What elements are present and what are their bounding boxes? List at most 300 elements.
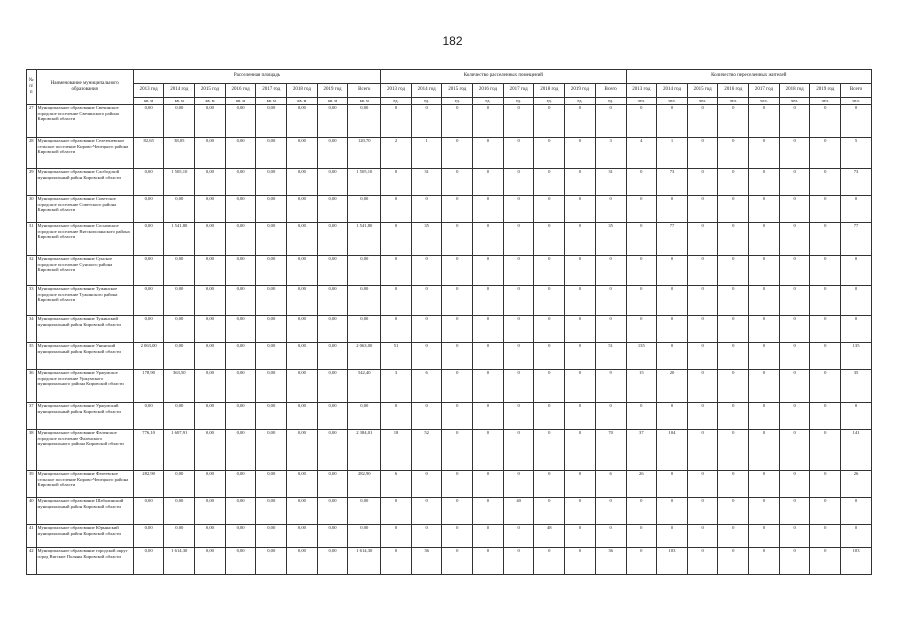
- people-value: 0: [779, 498, 810, 525]
- rooms-value: 0: [473, 196, 504, 223]
- area-value: 0,00: [133, 403, 164, 430]
- people-value: 0: [626, 196, 657, 223]
- table-row: [27, 223, 872, 256]
- rooms-value: 0: [442, 498, 473, 525]
- header-unit-area: кв. м: [195, 98, 226, 105]
- area-value: 0,00: [195, 138, 226, 169]
- rooms-value: 0: [381, 286, 412, 316]
- area-value: 1 614,30: [348, 548, 381, 575]
- header-year-rooms: 2016 год: [473, 84, 504, 98]
- rooms-value: 0: [442, 169, 473, 196]
- rooms-value: 0: [473, 138, 504, 169]
- people-value: 0: [687, 403, 718, 430]
- people-value: 0: [657, 105, 688, 138]
- people-value: 0: [687, 498, 718, 525]
- people-value: 0: [657, 256, 688, 286]
- area-value: 0,00: [256, 548, 287, 575]
- rooms-value: 0: [595, 316, 626, 343]
- table-row: [27, 256, 872, 286]
- area-value: 0,00: [348, 403, 381, 430]
- municipality-name: Муниципальное образование Юрьянский муниципальный район Кировской области: [36, 525, 133, 548]
- people-value: 0: [687, 223, 718, 256]
- header-year-rooms: 2019 год: [565, 84, 596, 98]
- area-value: 0,00: [195, 343, 226, 370]
- people-value: 0: [657, 196, 688, 223]
- table-row: [27, 196, 872, 223]
- header-year-area: 2018 год: [287, 84, 318, 98]
- rooms-value: 0: [503, 138, 534, 169]
- rooms-value: 0: [565, 256, 596, 286]
- table-row: [27, 105, 872, 138]
- header-unit-area: кв. м: [317, 98, 348, 105]
- rooms-value: 0: [411, 316, 442, 343]
- header-unit-people: чел.: [626, 98, 657, 105]
- people-value: 0: [841, 316, 872, 343]
- area-value: 0,00: [317, 403, 348, 430]
- area-value: 0,00: [317, 223, 348, 256]
- header-year-rooms: 2013 год: [381, 84, 412, 98]
- rooms-value: 0: [442, 370, 473, 403]
- area-value: 0,00: [287, 223, 318, 256]
- area-value: 0,00: [225, 105, 256, 138]
- rooms-value: 0: [503, 256, 534, 286]
- row-number: 40: [27, 498, 37, 525]
- rooms-value: 0: [565, 548, 596, 575]
- area-value: 2 384,01: [348, 430, 381, 471]
- rooms-value: 0: [411, 343, 442, 370]
- people-value: 0: [779, 471, 810, 498]
- area-value: 1 614,30: [164, 548, 195, 575]
- people-value: 0: [810, 286, 841, 316]
- area-value: 0,00: [164, 256, 195, 286]
- row-number: 41: [27, 525, 37, 548]
- rooms-value: 0: [595, 498, 626, 525]
- area-value: 0,00: [317, 138, 348, 169]
- rooms-value: 0: [565, 525, 596, 548]
- people-value: 0: [626, 223, 657, 256]
- area-value: 0,00: [256, 343, 287, 370]
- header-year-area: 2016 год: [225, 84, 256, 98]
- area-value: 282,90: [133, 471, 164, 498]
- rooms-value: 35: [595, 223, 626, 256]
- table-row: [27, 370, 872, 403]
- row-number: 37: [27, 403, 37, 430]
- area-value: 0,00: [133, 316, 164, 343]
- area-value: 0,00: [348, 196, 381, 223]
- area-value: 0,00: [225, 548, 256, 575]
- people-value: 135: [841, 343, 872, 370]
- header-year-area: 2013 год: [133, 84, 164, 98]
- area-value: 0,00: [133, 498, 164, 525]
- people-value: 0: [810, 471, 841, 498]
- rooms-value: 0: [534, 105, 565, 138]
- header-unit-rooms: ед.: [595, 98, 626, 105]
- area-value: 0,00: [287, 403, 318, 430]
- area-value: 0,00: [256, 316, 287, 343]
- rooms-value: 0: [595, 286, 626, 316]
- area-value: 0,00: [195, 548, 226, 575]
- rooms-value: 0: [473, 430, 504, 471]
- area-value: 0,00: [287, 525, 318, 548]
- municipality-name: Муниципальное образование Свечинское городское поселение Свечинского района Кировской области: [36, 105, 133, 138]
- area-value: 0,00: [225, 286, 256, 316]
- area-value: 0,00: [256, 471, 287, 498]
- rooms-value: 0: [411, 471, 442, 498]
- area-value: 0,00: [287, 316, 318, 343]
- area-value: 1 541,80: [348, 223, 381, 256]
- rooms-value: 6: [411, 370, 442, 403]
- area-value: 1 505,10: [164, 169, 195, 196]
- rooms-value: 31: [595, 169, 626, 196]
- rooms-value: 0: [503, 343, 534, 370]
- area-value: 0,00: [287, 105, 318, 138]
- people-value: 0: [718, 316, 749, 343]
- area-value: 0,00: [256, 498, 287, 525]
- people-value: 0: [687, 196, 718, 223]
- people-value: 0: [718, 370, 749, 403]
- people-value: 0: [626, 498, 657, 525]
- header-year-people: 2018 год: [779, 84, 810, 98]
- area-value: 776,10: [133, 430, 164, 471]
- people-value: 0: [626, 169, 657, 196]
- header-unit-rooms: ед.: [442, 98, 473, 105]
- rooms-value: 0: [503, 548, 534, 575]
- rooms-value: 0: [473, 105, 504, 138]
- people-value: 0: [687, 138, 718, 169]
- people-value: 0: [687, 343, 718, 370]
- people-value: 103: [657, 548, 688, 575]
- table-row: [27, 430, 872, 471]
- rooms-value: 0: [442, 316, 473, 343]
- people-value: 0: [810, 169, 841, 196]
- area-value: 542,40: [348, 370, 381, 403]
- rooms-value: 0: [503, 316, 534, 343]
- area-value: 0,00: [195, 256, 226, 286]
- people-value: 0: [841, 105, 872, 138]
- rooms-value: 40: [503, 498, 534, 525]
- people-value: 0: [749, 548, 780, 575]
- people-value: 0: [626, 403, 657, 430]
- municipality-name: Муниципальное образование Унинский муниципальный район Кировской области: [36, 343, 133, 370]
- row-number: 32: [27, 256, 37, 286]
- people-value: 0: [779, 525, 810, 548]
- people-value: 0: [749, 256, 780, 286]
- row-number: 31: [27, 223, 37, 256]
- area-value: 2 063,00: [348, 343, 381, 370]
- people-value: 0: [749, 196, 780, 223]
- header-unit-rooms: ед.: [473, 98, 504, 105]
- people-value: 0: [626, 105, 657, 138]
- people-value: 0: [687, 471, 718, 498]
- rooms-value: 0: [381, 548, 412, 575]
- area-value: 1 505,10: [348, 169, 381, 196]
- people-value: 0: [626, 525, 657, 548]
- municipality-name: Муниципальное образование Шабалинский муниципальный район Кировской области: [36, 498, 133, 525]
- people-value: 0: [718, 525, 749, 548]
- area-value: 0,00: [317, 430, 348, 471]
- area-value: 0,00: [225, 430, 256, 471]
- rooms-value: 0: [442, 196, 473, 223]
- people-value: 0: [749, 471, 780, 498]
- rooms-value: 0: [595, 196, 626, 223]
- rooms-value: 0: [381, 403, 412, 430]
- area-value: 0,00: [256, 286, 287, 316]
- rooms-value: 0: [534, 343, 565, 370]
- rooms-value: 2: [381, 138, 412, 169]
- area-value: 0,00: [195, 430, 226, 471]
- area-value: 0,00: [164, 471, 195, 498]
- rooms-value: 0: [381, 169, 412, 196]
- people-value: 4: [626, 138, 657, 169]
- municipality-name: Муниципальное образование городской округ город Вятские Поляны Кировской области: [36, 548, 133, 575]
- rooms-value: 0: [503, 169, 534, 196]
- people-value: 0: [657, 498, 688, 525]
- rooms-value: 0: [534, 316, 565, 343]
- people-value: 0: [810, 548, 841, 575]
- area-value: 0,00: [287, 169, 318, 196]
- rooms-value: 0: [411, 105, 442, 138]
- rooms-value: 0: [442, 548, 473, 575]
- area-value: 120,70: [348, 138, 381, 169]
- rooms-value: 0: [442, 430, 473, 471]
- people-value: 77: [657, 223, 688, 256]
- area-value: 0,00: [256, 403, 287, 430]
- people-value: 0: [626, 548, 657, 575]
- header-year-row: [27, 84, 872, 98]
- people-value: 0: [749, 525, 780, 548]
- rooms-value: 0: [595, 525, 626, 548]
- rooms-value: 0: [473, 223, 504, 256]
- people-value: 0: [749, 286, 780, 316]
- area-value: 363,50: [164, 370, 195, 403]
- area-value: 282,90: [348, 471, 381, 498]
- people-value: 73: [657, 169, 688, 196]
- people-value: 77: [841, 223, 872, 256]
- people-value: 0: [687, 370, 718, 403]
- rooms-value: 0: [534, 430, 565, 471]
- area-value: 0,00: [225, 343, 256, 370]
- rooms-value: 0: [565, 105, 596, 138]
- table-header: [27, 70, 872, 105]
- people-value: 0: [810, 196, 841, 223]
- rooms-value: 0: [565, 169, 596, 196]
- area-value: 0,00: [225, 138, 256, 169]
- people-value: 0: [718, 548, 749, 575]
- area-value: 0,00: [287, 286, 318, 316]
- rooms-value: 31: [411, 169, 442, 196]
- header-year-rooms: 2015 год: [442, 84, 473, 98]
- rooms-value: 0: [534, 223, 565, 256]
- rooms-value: 0: [565, 286, 596, 316]
- municipality-name: Муниципальное образование Тужинское городское поселение Тужинского района Кировской области: [36, 286, 133, 316]
- people-value: 0: [779, 169, 810, 196]
- header-year-people: 2013 год: [626, 84, 657, 98]
- rooms-value: 0: [473, 525, 504, 548]
- row-number: 42: [27, 548, 37, 575]
- table-row: [27, 343, 872, 370]
- people-value: 0: [841, 256, 872, 286]
- rooms-value: 0: [473, 471, 504, 498]
- people-value: 0: [718, 169, 749, 196]
- people-value: 26: [841, 471, 872, 498]
- area-value: 82,65: [133, 138, 164, 169]
- area-value: 0,00: [225, 498, 256, 525]
- area-value: 0,00: [164, 403, 195, 430]
- area-value: 0,00: [164, 316, 195, 343]
- rooms-value: 0: [381, 196, 412, 223]
- rooms-value: 6: [381, 471, 412, 498]
- header-year-people: 2017 год: [749, 84, 780, 98]
- row-number: 34: [27, 316, 37, 343]
- header-group-people: Количество переселенных жителей: [626, 70, 872, 84]
- people-value: 0: [718, 471, 749, 498]
- people-value: 104: [657, 430, 688, 471]
- area-value: 0,00: [256, 138, 287, 169]
- page-number: 182: [442, 34, 463, 48]
- header-unit-row: [27, 98, 872, 105]
- rooms-value: 0: [442, 223, 473, 256]
- area-value: 0,00: [256, 223, 287, 256]
- header-unit-rooms: ед.: [565, 98, 596, 105]
- rooms-value: 0: [565, 223, 596, 256]
- people-value: 0: [626, 256, 657, 286]
- header-unit-rooms: ед.: [534, 98, 565, 105]
- area-value: 0,00: [348, 105, 381, 138]
- rooms-value: 0: [473, 256, 504, 286]
- area-value: 0,00: [133, 169, 164, 196]
- rooms-value: 0: [442, 471, 473, 498]
- rooms-value: 0: [442, 403, 473, 430]
- row-number: 38: [27, 430, 37, 471]
- people-value: 0: [810, 138, 841, 169]
- rooms-value: 0: [442, 256, 473, 286]
- people-value: 15: [626, 370, 657, 403]
- rooms-value: 0: [534, 256, 565, 286]
- area-value: 0,00: [348, 525, 381, 548]
- area-value: 0,00: [225, 471, 256, 498]
- people-value: 0: [749, 343, 780, 370]
- area-value: 0,00: [133, 196, 164, 223]
- people-value: 0: [718, 105, 749, 138]
- people-value: 0: [687, 105, 718, 138]
- area-value: 0,00: [195, 105, 226, 138]
- rooms-value: 0: [534, 196, 565, 223]
- header-unit-rooms: ед.: [381, 98, 412, 105]
- area-value: 0,00: [256, 525, 287, 548]
- people-value: 5: [841, 138, 872, 169]
- header-unit-people: чел.: [687, 98, 718, 105]
- people-value: 0: [841, 498, 872, 525]
- people-value: 0: [687, 256, 718, 286]
- rooms-value: 3: [381, 370, 412, 403]
- table-row: [27, 403, 872, 430]
- people-value: 0: [749, 403, 780, 430]
- rooms-value: 0: [503, 370, 534, 403]
- people-value: 0: [687, 525, 718, 548]
- area-value: 0,00: [225, 403, 256, 430]
- people-value: 0: [749, 316, 780, 343]
- municipality-name: Муниципальное образование Уржумский муниципальный район Кировской области: [36, 403, 133, 430]
- people-value: 141: [841, 430, 872, 471]
- row-number: 27: [27, 105, 37, 138]
- rooms-value: 0: [411, 498, 442, 525]
- people-value: 0: [779, 138, 810, 169]
- municipality-name: Муниципальное образование Сосновское городское поселение Вятскополянского района Кировской области: [36, 223, 133, 256]
- people-value: 0: [749, 169, 780, 196]
- municipality-name: Муниципальное образование Тужинский муниципальный район Кировской области: [36, 316, 133, 343]
- header-year-rooms: 2014 год: [411, 84, 442, 98]
- people-value: 0: [779, 196, 810, 223]
- rooms-value: 0: [534, 138, 565, 169]
- people-value: 0: [810, 256, 841, 286]
- people-value: 35: [841, 370, 872, 403]
- header-year-area: 2015 год: [195, 84, 226, 98]
- people-value: 0: [657, 316, 688, 343]
- header-unit-area: кв. м: [133, 98, 164, 105]
- people-value: 0: [841, 525, 872, 548]
- rooms-value: 0: [503, 286, 534, 316]
- area-value: 0,00: [348, 256, 381, 286]
- header-unit-people: чел.: [749, 98, 780, 105]
- area-value: 0,00: [317, 498, 348, 525]
- rooms-value: 0: [565, 370, 596, 403]
- area-value: 0,00: [348, 316, 381, 343]
- municipality-name: Муниципальное образование Уржумское городское поселение Уржумского муниципального района Кировской области: [36, 370, 133, 403]
- rooms-value: 0: [503, 403, 534, 430]
- area-value: 0,00: [317, 169, 348, 196]
- rooms-value: 0: [595, 403, 626, 430]
- area-value: 0,00: [133, 525, 164, 548]
- area-value: 0,00: [256, 196, 287, 223]
- rooms-value: 0: [534, 403, 565, 430]
- area-value: 0,00: [317, 370, 348, 403]
- rooms-value: 0: [595, 256, 626, 286]
- people-value: 0: [779, 223, 810, 256]
- people-value: 0: [718, 138, 749, 169]
- area-value: 0,00: [256, 256, 287, 286]
- rooms-value: 0: [381, 105, 412, 138]
- rooms-value: 36: [411, 548, 442, 575]
- people-value: 0: [810, 498, 841, 525]
- rooms-value: 48: [534, 525, 565, 548]
- rooms-value: 0: [442, 343, 473, 370]
- area-value: 2 063,00: [133, 343, 164, 370]
- people-value: 0: [657, 343, 688, 370]
- rooms-value: 3: [595, 138, 626, 169]
- header-year-area: 2017 год: [256, 84, 287, 98]
- rooms-value: 0: [442, 138, 473, 169]
- rooms-value: 0: [442, 525, 473, 548]
- people-value: 0: [810, 105, 841, 138]
- header-no: № п/п: [27, 70, 37, 105]
- people-value: 0: [810, 343, 841, 370]
- area-value: 0,00: [256, 430, 287, 471]
- area-value: 0,00: [287, 370, 318, 403]
- area-value: 0,00: [317, 525, 348, 548]
- area-value: 0,00: [225, 223, 256, 256]
- people-value: 0: [718, 343, 749, 370]
- header-unit-rooms: ед.: [503, 98, 534, 105]
- header-unit-area: кв. м: [348, 98, 381, 105]
- header-year-people: 2016 год: [718, 84, 749, 98]
- header-name: Наименование муниципального образования: [36, 70, 133, 105]
- rooms-value: 0: [503, 196, 534, 223]
- area-value: 0,00: [348, 286, 381, 316]
- rooms-value: 0: [473, 370, 504, 403]
- table-body: [27, 105, 872, 575]
- header-unit-people: чел.: [657, 98, 688, 105]
- area-value: 0,00: [225, 196, 256, 223]
